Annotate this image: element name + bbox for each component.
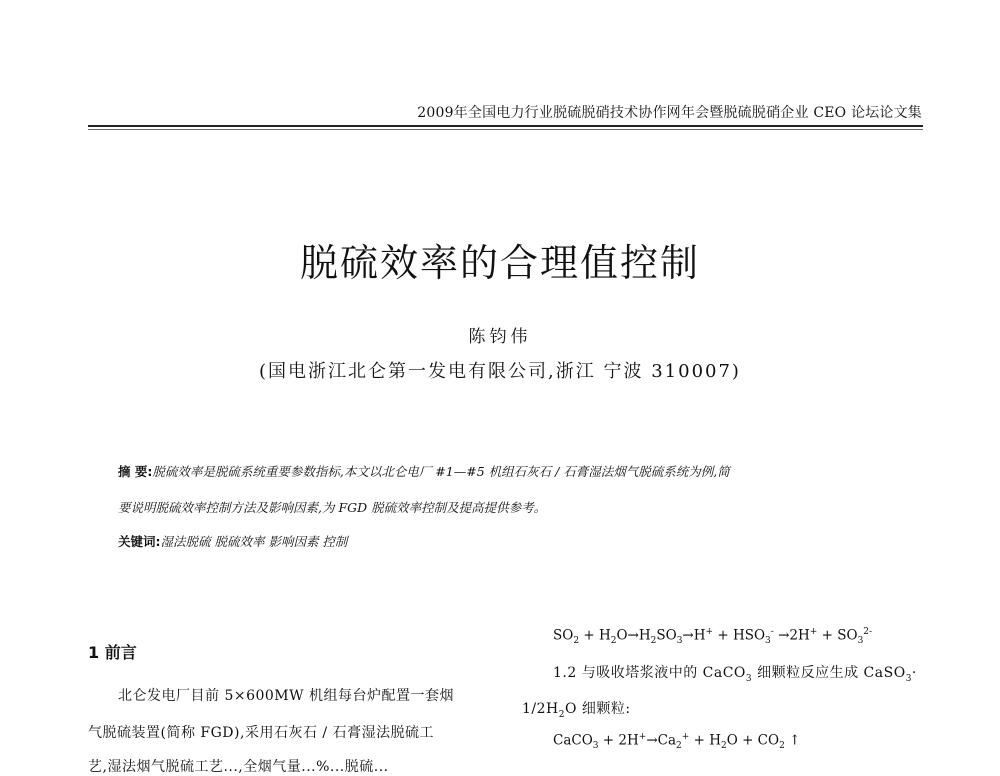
keywords-label: 关键词: bbox=[118, 534, 161, 549]
section-heading-1: 1 前言 bbox=[88, 643, 137, 662]
keywords-line bbox=[118, 532, 347, 550]
author: 陈钧伟 bbox=[468, 327, 532, 347]
body-paragraph-line-3: 艺,湿法烟气脱硫工艺...,全烟气量...%...脱硫... bbox=[88, 759, 389, 775]
body-paragraph-line-1: 北仑发电厂目前 5×600MW 机组每台炉配置一套烟 bbox=[118, 688, 454, 704]
keywords-text: 湿法脱硫 脱硫效率 影响因素 控制 bbox=[160, 534, 348, 549]
abstract-line-1 bbox=[118, 462, 730, 480]
equation-1: $SO_2 + H_2O\to H_2SO_3\to H^+ + HSO_3^- \to 2H^+ + SO_3^{2-}$ bbox=[553, 627, 873, 647]
abstract-text-1: 脱硫效率是脱硫系统重要参数指标,本文以北仑电厂 #1—#5 机组石灰石 / 石膏湿法烟气脱硫系统为例,简 bbox=[152, 464, 730, 479]
paper-title: 脱硫效率的合理值控制 bbox=[299, 241, 700, 285]
header-rule-thin bbox=[88, 129, 923, 130]
body-paragraph-line-2: 气脱硫装置(简称 FGD),采用石灰石 / 石膏湿法脱硫工 bbox=[88, 725, 435, 741]
header-rule bbox=[88, 125, 923, 127]
running-head: 2009年全国电力行业脱硫脱硝技术协作网年会暨脱硫脱硝企业 CEO 论坛论文集 bbox=[417, 105, 922, 121]
abstract-label: 摘 要: bbox=[118, 464, 153, 479]
equation-2: CaCO$_3$ + $2H^+\to Ca_2^+ + H_2O + CO_2$ ↑ bbox=[553, 732, 801, 752]
item-1-2-line-1: 1.2 与吸收塔浆液中的 CaCO$_3$ 细颗粒反应生成 CaSO$_3$· bbox=[553, 665, 917, 684]
affiliation: (国电浙江北仑第一发电有限公司,浙江 宁波 310007) bbox=[259, 361, 741, 382]
item-1-2-line-2: $1/2H_2O$ 细颗粒: bbox=[522, 701, 631, 720]
abstract-line-2: 要说明脱硫效率控制方法及影响因素,为 FGD 脱硫效率控制及提高提供参考。 bbox=[118, 500, 547, 515]
